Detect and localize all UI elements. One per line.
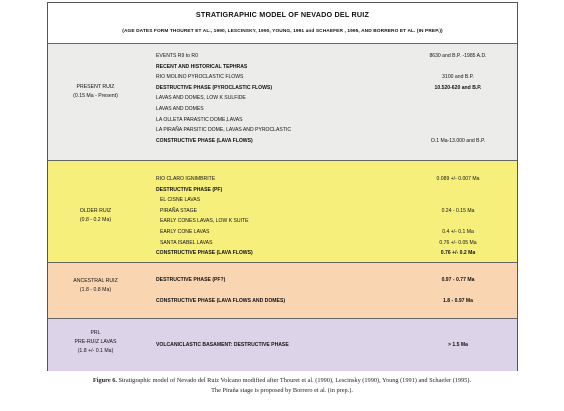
unit-row: RIO CLARO IGNIMBRITE — [156, 176, 216, 182]
band-present-ruiz — [48, 43, 517, 160]
age-cell: 8630 and B.P. -1985 A.D. — [429, 53, 487, 59]
age-cell — [398, 195, 518, 206]
band-name-full: PRE-RUIZ LAVAS — [74, 339, 117, 345]
age-cell: 0.97 - 0.77 Ma — [441, 277, 475, 283]
unit-row: DESTRUCTIVE PHASE (PF) — [156, 186, 223, 193]
unit-row: DESTRUCTIVE PHASE (PYROCLASTIC FLOWS) — [156, 84, 273, 91]
age-list-older — [398, 174, 518, 259]
caption-line-2: The Piraña stage is proposed by Borrero et al. (in prep.). — [211, 387, 353, 394]
age-cell — [398, 62, 518, 73]
band-age-range: (0.15 Ma - Present) — [73, 93, 118, 99]
unit-row: LAVAS AND DOMES, LOW K SULFIDE — [156, 95, 246, 102]
age-cell — [398, 216, 518, 227]
unit-list-prl — [156, 340, 406, 351]
unit-list-present — [156, 51, 406, 146]
figure-label: Figure 6. — [92, 377, 117, 384]
age-list-prl — [398, 340, 518, 351]
unit-row: RECENT AND HISTORICAL TEPHRAS — [156, 63, 248, 70]
age-cell: 0.089 +/- 0.007 Ma — [436, 176, 480, 182]
table-header — [48, 3, 517, 43]
age-cell — [398, 185, 518, 196]
age-cell — [398, 93, 518, 104]
age-list-ancestral — [398, 275, 518, 306]
age-cell — [398, 115, 518, 126]
band-age-range: (0.8 - 0.2 Ma) — [79, 217, 112, 223]
band-name: ANCESTRAL RUIZ — [73, 278, 118, 284]
table-subtitle: (AGE DATES FORM THOURET ET AL., 1990, LESCINSKY, 1990, YOUNG, 1991 and SCHAEFER , 1995, AND BORRERO ET AL. (IN PREP.)) — [122, 29, 443, 34]
band-ancestral-ruiz — [48, 262, 517, 318]
band-label-prl — [48, 329, 143, 356]
band-name: PRL — [90, 330, 101, 336]
unit-row: CONSTRUCTIVE PHASE (LAVA FLOWS) — [156, 250, 253, 257]
age-cell: O.1 Ma-13.000 and B.P. — [430, 137, 486, 144]
band-label-older — [48, 207, 143, 225]
stratigraphic-table — [47, 2, 518, 371]
age-cell: 10.520-620 and B.P. — [434, 84, 482, 91]
age-cell: 0.24 - 0.15 Ma — [441, 207, 475, 214]
table-title: STRATIGRAPHIC MODEL OF NEVADO DEL RUIZ — [195, 10, 370, 19]
unit-row: SANTA ISABEL LAVAS — [160, 239, 213, 246]
unit-row: PIRAÑA STAGE — [160, 207, 197, 214]
band-pre-ruiz-lavas — [48, 318, 517, 371]
unit-row: LA PIRAÑA PARSITIC DOME, LAVAS AND PYROCLASTIC — [156, 127, 292, 134]
band-name: OLDER RUIZ — [79, 208, 112, 214]
age-cell: 3100 and B.P. — [442, 74, 474, 81]
figure-caption — [10, 376, 554, 396]
unit-row: LAVAS AND DOMES — [156, 105, 204, 112]
unit-row: CONSTRUCTIVE PHASE (LAVA FLOWS AND DOMES) — [156, 297, 286, 304]
age-cell: 1.8 - 0.97 Ma — [442, 297, 473, 304]
band-older-ruiz — [48, 160, 517, 262]
age-cell — [398, 125, 518, 136]
unit-row: DESTRUCTIVE PHASE (PF?) — [156, 277, 226, 283]
unit-list-ancestral — [156, 275, 406, 306]
unit-row: EARLY CONE LAVAS — [160, 228, 210, 235]
unit-row: LA OLLETA PARASTIC DOME,LAVAS — [156, 116, 243, 123]
age-cell — [398, 104, 518, 115]
age-cell: 0.4 +/- 0.1 Ma — [442, 228, 474, 235]
unit-row: VOLCANICLASTIC BASAMENT: DESTRUCTIVE PHASE — [156, 342, 289, 348]
band-label-ancestral — [48, 277, 143, 295]
band-name: PRESENT RUIZ — [76, 84, 115, 90]
age-list-present — [398, 51, 518, 146]
unit-row: EARLY CONES LAVAS, LOW K SUITE — [160, 218, 249, 225]
age-cell: 0.76 +/- 0.05 Ma — [439, 239, 477, 246]
band-label-present — [48, 83, 143, 101]
unit-list-older — [156, 174, 406, 259]
band-age-range: (1.8 - 0.8 Ma) — [79, 287, 112, 293]
unit-row: RIO MOLINO PYROCLASTIC FLOWS — [156, 74, 244, 81]
band-age-range: (1.8 +/- 0.1 Ma) — [77, 348, 114, 354]
unit-row: EVENTS R9 to R0 — [156, 53, 198, 59]
unit-row: CONSTRUCTIVE PHASE (LAVA FLOWS) — [156, 137, 253, 144]
age-cell: > 1.5 Ma — [448, 342, 468, 348]
caption-line-1: Stratigraphic model of Nevado del Ruiz Volcano modified after Thouret et al. (1990), Lescinsky (1990), Young (1991) and Schaefer (1995). — [118, 377, 472, 384]
unit-row: EL CISNE LAVAS — [160, 197, 201, 204]
age-cell: 0.76 +/- 0.2 Ma — [440, 250, 476, 257]
